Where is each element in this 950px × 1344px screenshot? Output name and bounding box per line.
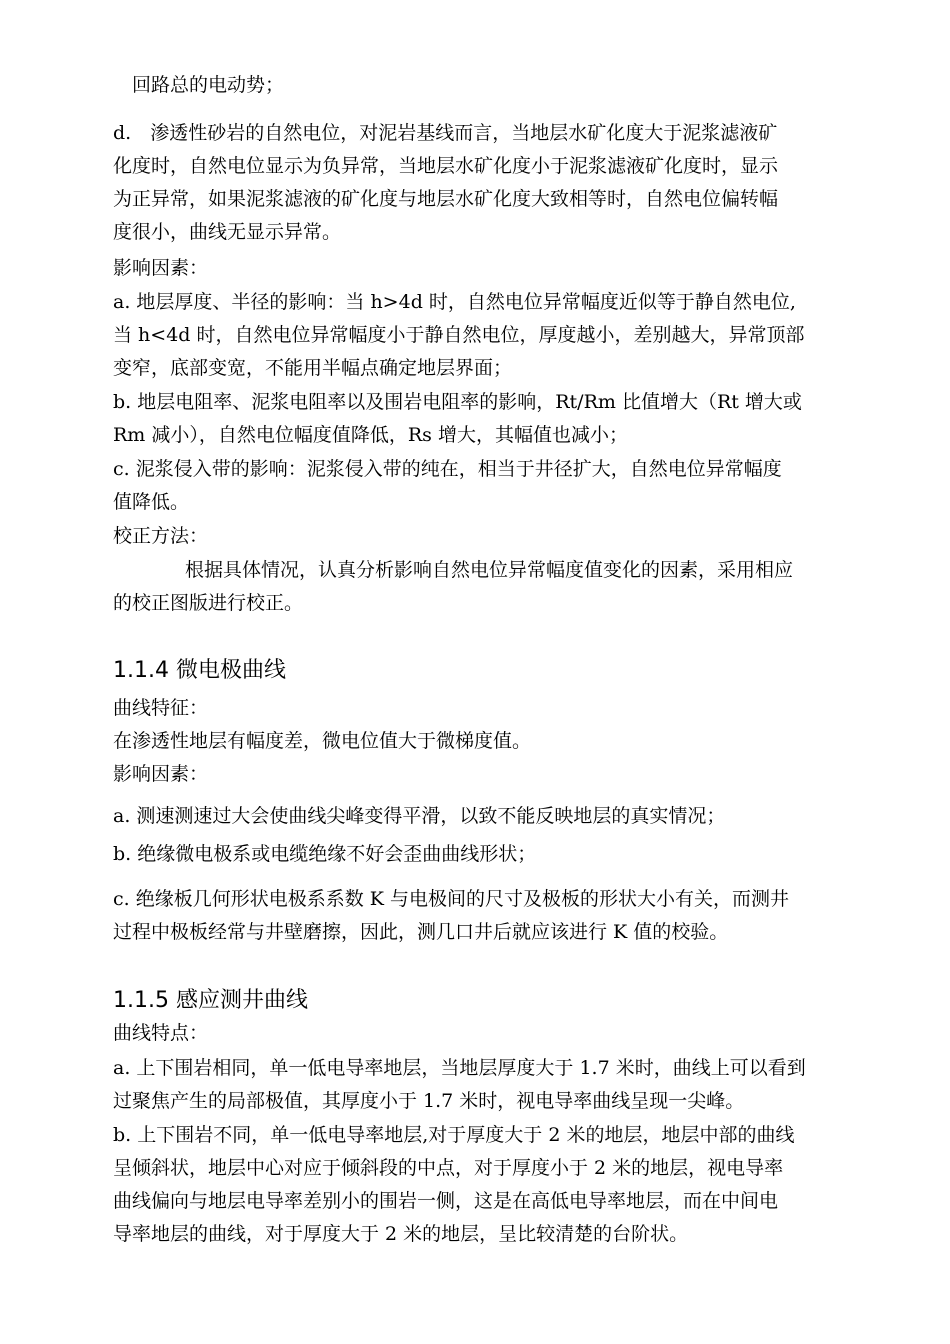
item-b-line: b. 上下围岩不同，单一低电导率地层,对于厚度大于 2 米的地层，地层中部的曲线 (113, 1124, 795, 1146)
features-text: 在渗透性地层有幅度差，微电位值大于微梯度值。 (113, 730, 532, 752)
factor-b-line: Rm 减小），自然电位幅度值降低，Rs 增大，其幅值也减小； (113, 424, 628, 446)
factors-label: 影响因素： (113, 257, 209, 279)
factor-c-line: 值降低。 (113, 491, 190, 513)
item-b-line: 曲线偏向与地层电导率差别小的围岩一侧，这是在高低电导率地层，而在中间电 (113, 1190, 779, 1212)
item-a: a. 测速测速过大会使曲线尖峰变得平滑，以致不能反映地层的真实情况； (113, 805, 726, 827)
paragraph-d-line: 度很小，曲线无显示异常。 (113, 221, 342, 243)
section-heading-1-1-4: 1.1.4 微电极曲线 (113, 658, 286, 683)
item-c-line: c. 绝缘板几何形状电极系系数 K 与电极间的尺寸及极板的形状大小有关，而测井 (113, 888, 789, 910)
text-line: 回路总的电动势； (132, 74, 285, 96)
item-c-line: 过程中极板经常与井壁磨擦，因此，测几口井后就应该进行 K 值的校验。 (113, 921, 729, 943)
correction-label: 校正方法： (113, 525, 209, 547)
features-label: 曲线特点： (113, 1022, 209, 1044)
item-a-line: 过聚焦产生的局部极值，其厚度小于 1.7 米时，视电导率曲线呈现一尖峰。 (113, 1090, 745, 1112)
factor-b-line: b. 地层电阻率、泥浆电阻率以及围岩电阻率的影响，Rt/Rm 比值增大（Rt 增大或 (113, 391, 802, 413)
item-a-line: a. 上下围岩相同，单一低电导率地层，当地层厚度大于 1.7 米时，曲线上可以看到 (113, 1057, 806, 1079)
paragraph-d-line: d. 渗透性砂岩的自然电位，对泥岩基线而言，当地层水矿化度大于泥浆滤液矿 (113, 122, 778, 144)
correction-text-line: 根据具体情况，认真分析影响自然电位异常幅度值变化的因素，采用相应 (185, 559, 794, 581)
correction-text-line: 的校正图版进行校正。 (113, 592, 304, 614)
features-label: 曲线特征： (113, 697, 209, 719)
item-b-line: 导率地层的曲线，对于厚度大于 2 米的地层，呈比较清楚的台阶状。 (113, 1223, 689, 1245)
factor-c-line: c. 泥浆侵入带的影响：泥浆侵入带的纯在，相当于井径扩大，自然电位异常幅度 (113, 458, 782, 480)
factors-label: 影响因素： (113, 763, 209, 785)
item-b: b. 绝缘微电极系或电缆绝缘不好会歪曲曲线形状； (113, 843, 537, 865)
paragraph-d-line: 化度时，自然电位显示为负异常，当地层水矿化度小于泥浆滤液矿化度时，显示 (113, 155, 779, 177)
factor-a-line: a. 地层厚度、半径的影响：当 h>4d 时，自然电位异常幅度近似等于静自然电位, (113, 291, 796, 313)
paragraph-d-line: 为正异常，如果泥浆滤液的矿化度与地层水矿化度大致相等时，自然电位偏转幅 (113, 188, 779, 210)
factor-a-line: 变窄，底部变宽，不能用半幅点确定地层界面； (113, 357, 513, 379)
item-b-line: 呈倾斜状，地层中心对应于倾斜段的中点，对于厚度小于 2 米的地层，视电导率 (113, 1157, 784, 1179)
factor-a-line: 当 h<4d 时，自然电位异常幅度小于静自然电位，厚度越小，差别越大，异常顶部 (113, 324, 805, 346)
section-heading-1-1-5: 1.1.5 感应测井曲线 (113, 988, 308, 1013)
